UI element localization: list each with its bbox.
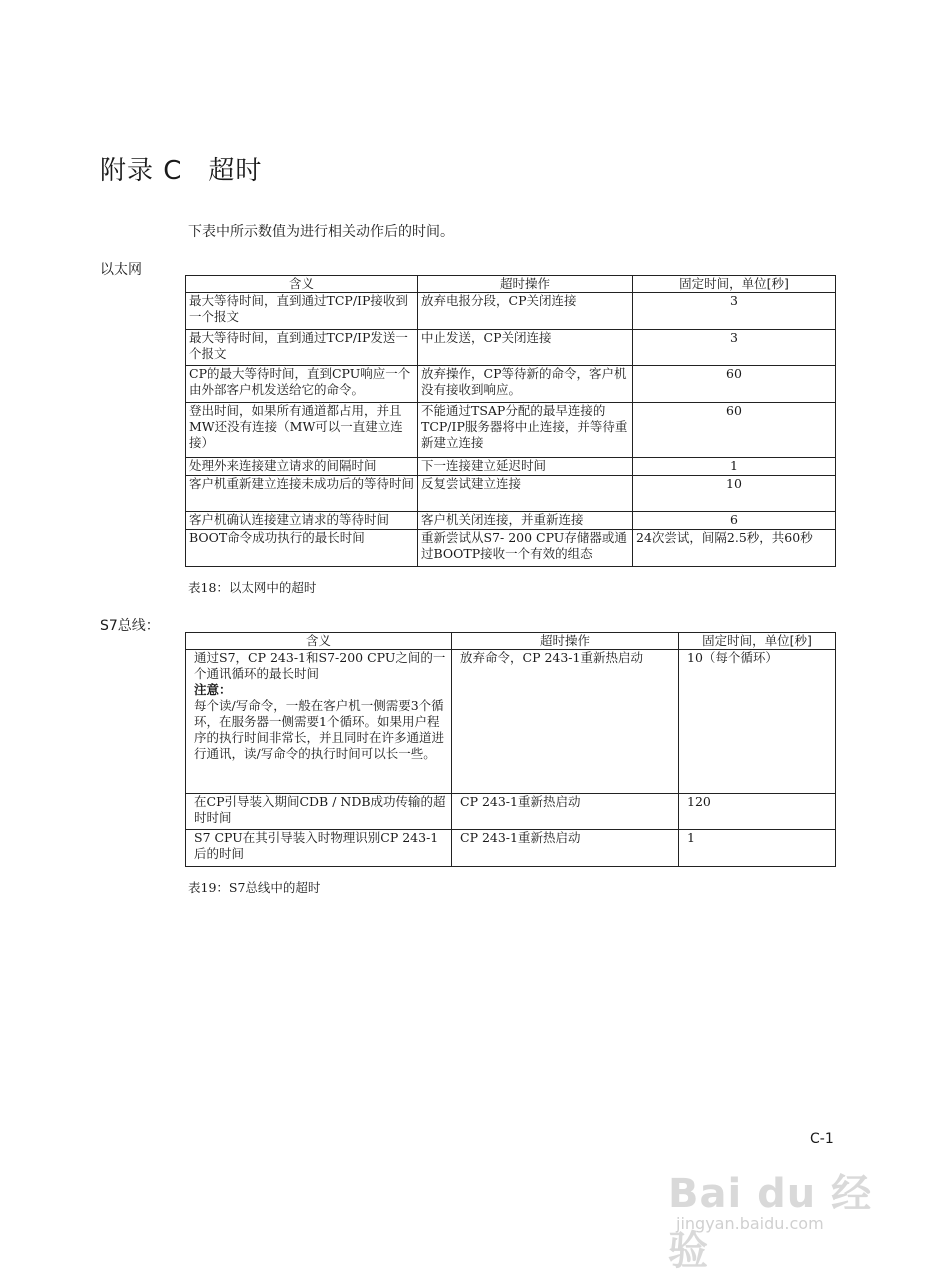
meaning-cell: S7 CPU在其引导装入时物理识别CP 243-1后的时间 xyxy=(186,830,452,867)
column-header-meaning: 含义 xyxy=(186,633,452,650)
table-header-row xyxy=(186,276,836,293)
s7bus-section-title: S7总线： xyxy=(100,618,160,634)
table-header-row xyxy=(186,633,836,650)
meaning-cell: 最大等待时间，直到通过TCP/IP接收到一个报文 xyxy=(186,293,418,330)
column-header-action: 超时操作 xyxy=(452,633,679,650)
meaning-cell: 客户机确认连接建立请求的等待时间 xyxy=(186,512,418,530)
table-row xyxy=(186,512,836,530)
table-row xyxy=(186,458,836,476)
appendix-title: 超时 xyxy=(208,156,263,186)
meaning-cell: CP的最大等待时间，直到CPU响应一个由外部客户机发送给它的命令。 xyxy=(186,366,418,403)
action-cell: 客户机关闭连接，并重新连接 xyxy=(418,512,633,530)
action-cell: 放弃命令，CP 243-1重新热启动 xyxy=(452,650,679,794)
action-cell: CP 243-1重新热启动 xyxy=(452,794,679,830)
note-text: 每个读/写命令，一般在客户机一侧需要3个循环，在服务器一侧需要1个循环。如果用户程序的执行时间非常长，并且同时在许多通道进行通讯，读/写命令的执行时间可以长一些。 xyxy=(194,698,445,761)
meaning-cell: 客户机重新建立连接未成功后的等待时间 xyxy=(186,476,418,512)
baidu-watermark xyxy=(668,1152,878,1274)
watermark-url: jingyan.baidu.com xyxy=(676,1214,824,1233)
table-row xyxy=(186,830,836,867)
ethernet-table-caption: 表18：以太网中的超时 xyxy=(188,580,317,595)
table-row xyxy=(186,366,836,403)
time-cell: 120 xyxy=(679,794,836,830)
meaning-cell: BOOT命令成功执行的最长时间 xyxy=(186,530,418,567)
action-cell: 反复尝试建立连接 xyxy=(418,476,633,512)
table-row xyxy=(186,794,836,830)
meaning-cell: 在CP引导装入期间CDB / NDB成功传输的超时时间 xyxy=(186,794,452,830)
action-cell: 下一连接建立延迟时间 xyxy=(418,458,633,476)
column-header-time: 固定时间，单位[秒] xyxy=(633,276,836,293)
meaning-cell: 处理外来连接建立请求的间隔时间 xyxy=(186,458,418,476)
table-row xyxy=(186,293,836,330)
page-number: C-1 xyxy=(810,1131,834,1147)
table-row xyxy=(186,530,836,567)
action-cell: CP 243-1重新热启动 xyxy=(452,830,679,867)
column-header-action: 超时操作 xyxy=(418,276,633,293)
meaning-cell xyxy=(186,650,452,794)
action-cell: 重新尝试从S7- 200 CPU存储器或通过BOOTP接收一个有效的组态 xyxy=(418,530,633,567)
s7bus-table-caption: 表19：S7总线中的超时 xyxy=(188,880,321,895)
note-label: 注意： xyxy=(194,682,232,697)
action-cell: 不能通过TSAP分配的最早连接的TCP/IP服务器将中止连接，并等待重新建立连接 xyxy=(418,403,633,458)
appendix-label: 附录 C xyxy=(100,156,183,186)
watermark-brand: Bai du 经验 xyxy=(668,1171,873,1274)
table-row xyxy=(186,403,836,458)
action-cell: 放弃电报分段，CP关闭连接 xyxy=(418,293,633,330)
time-cell: 6 xyxy=(633,512,836,530)
ethernet-section-title: 以太网 xyxy=(100,262,142,278)
ethernet-timeout-table xyxy=(185,275,836,567)
time-cell: 1 xyxy=(679,830,836,867)
column-header-meaning: 含义 xyxy=(186,276,418,293)
time-cell: 10 xyxy=(633,476,836,512)
table-row xyxy=(186,650,836,794)
meaning-cell: 登出时间，如果所有通道都占用，并且MW还没有连接（MW可以一直建立连接） xyxy=(186,403,418,458)
time-cell: 10（每个循环） xyxy=(679,650,836,794)
action-cell: 中止发送，CP关闭连接 xyxy=(418,330,633,366)
time-cell: 60 xyxy=(633,403,836,458)
action-cell: 放弃操作，CP等待新的命令，客户机没有接收到响应。 xyxy=(418,366,633,403)
table-row xyxy=(186,330,836,366)
page-heading xyxy=(100,150,262,187)
intro-text: 下表中所示数值为进行相关动作后的时间。 xyxy=(188,224,454,240)
column-header-time: 固定时间，单位[秒] xyxy=(679,633,836,650)
time-cell: 3 xyxy=(633,293,836,330)
meaning-text: 通过S7，CP 243-1和S7-200 CPU之间的一个通讯循环的最长时间 xyxy=(194,650,446,681)
time-cell: 3 xyxy=(633,330,836,366)
meaning-cell: 最大等待时间，直到通过TCP/IP发送一个报文 xyxy=(186,330,418,366)
time-cell: 1 xyxy=(633,458,836,476)
s7bus-timeout-table xyxy=(185,632,836,867)
table-row xyxy=(186,476,836,512)
time-cell: 24次尝试，间隔2.5秒，共60秒 xyxy=(633,530,836,567)
time-cell: 60 xyxy=(633,366,836,403)
